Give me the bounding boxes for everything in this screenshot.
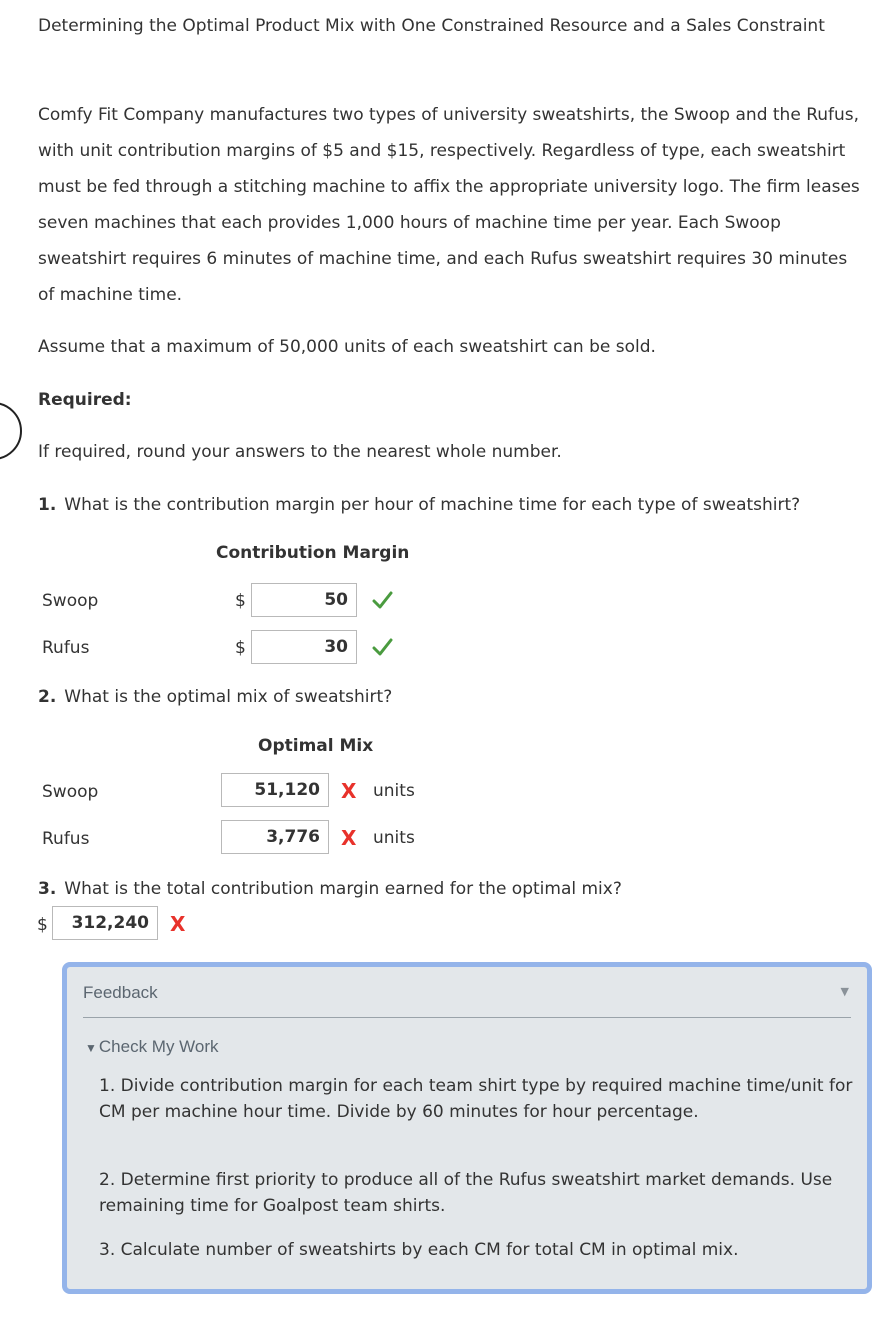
check-my-work-toggle[interactable]: [85, 1037, 219, 1057]
question-text: What is the contribution margin per hour of machine time for each type of sweatshirt?: [64, 495, 801, 515]
hint-item: 2. Determine first priority to produce all of the Rufus sweatshirt market demands. Use remaining time for Goalpost team shirts.: [99, 1170, 833, 1216]
check-icon: [371, 589, 393, 611]
swoop-cm-input[interactable]: 50: [251, 583, 357, 617]
units-label: units: [373, 781, 415, 801]
page-title: Determining the Optimal Product Mix with One Constrained Resource and a Sales Constraint: [38, 16, 825, 36]
units-label: units: [373, 828, 415, 848]
question-1: [38, 493, 800, 517]
sales-assumption: Assume that a maximum of 50,000 units of each sweatshirt can be sold.: [38, 337, 656, 357]
hint-item: 1. Divide contribution margin for each team shirt type by required machine time/unit for CM per machine hour time. Divide by 60 minutes for hour percentage.: [99, 1076, 853, 1122]
x-icon: X: [341, 779, 357, 803]
row-label-swoop: Swoop: [42, 782, 99, 802]
rufus-cm-input[interactable]: 30: [251, 630, 357, 664]
check-my-work-label: Check My Work: [98, 1037, 219, 1056]
triangle-down-icon: ▼: [85, 1041, 97, 1055]
check-icon: [371, 636, 393, 658]
rounding-note: If required, round your answers to the nearest whole number.: [38, 442, 562, 462]
hint-item: 3. Calculate number of sweatshirts by each CM for total CM in optimal mix.: [99, 1240, 739, 1260]
question-number: 3.: [38, 879, 57, 899]
feedback-title: Feedback: [83, 983, 158, 1002]
triangle-down-icon[interactable]: ▼: [840, 985, 849, 998]
row-label-swoop: Swoop: [42, 591, 99, 611]
question-2: [38, 685, 392, 709]
row-label-rufus: Rufus: [42, 829, 90, 849]
rufus-mix-input[interactable]: 3,776: [221, 820, 329, 854]
row-label-rufus: Rufus: [42, 638, 90, 658]
currency-symbol: $: [235, 591, 246, 611]
feedback-divider: [83, 1017, 851, 1018]
question-number: 2.: [38, 687, 57, 707]
x-icon: X: [170, 912, 186, 936]
contribution-margin-header: Contribution Margin: [216, 543, 410, 563]
currency-symbol: $: [37, 915, 48, 935]
question-3: [38, 877, 622, 901]
problem-intro: Comfy Fit Company manufactures two types of university sweatshirts, the Swoop and the Rufus, with unit contribution margins of $5 and $15, respectively. Regardless of type, each sweatshirt must be fed through a stitching machine to affix the appropriate university logo. The firm leases seven machines that each provides 1,000 hours of machine time per year. Each Swoop sweatshirt requires 6 minutes of machine time, and each Rufus sweatshirt requires 30 minutes of machine time.: [38, 105, 860, 305]
question-text: What is the total contribution margin earned for the optimal mix?: [64, 879, 622, 899]
required-label: Required:: [38, 390, 132, 410]
currency-symbol: $: [235, 638, 246, 658]
optimal-mix-header: Optimal Mix: [258, 736, 374, 756]
swoop-mix-input[interactable]: 51,120: [221, 773, 329, 807]
x-icon: X: [341, 826, 357, 850]
feedback-panel: [62, 962, 872, 1294]
question-text: What is the optimal mix of sweatshirt?: [64, 687, 393, 707]
question-number: 1.: [38, 495, 57, 515]
total-cm-input[interactable]: 312,240: [52, 906, 158, 940]
decorative-circle: [0, 402, 22, 460]
